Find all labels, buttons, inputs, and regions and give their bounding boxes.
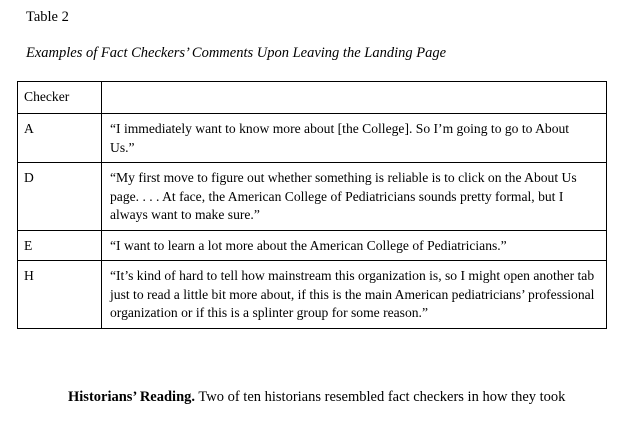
checker-cell: D: [18, 163, 102, 231]
table-row: [18, 163, 607, 231]
column-header-checker: Checker: [18, 82, 102, 114]
fact-checker-comments-table: [17, 81, 607, 329]
checker-cell: H: [18, 261, 102, 329]
table-label: Table 2: [26, 9, 69, 25]
comment-cell: “It’s kind of hard to tell how mainstream this organization is, so I might open another tab just to read a little bit more about, if this is the main American pediatricians’ professional organization or if this is a splinter group for some reason.”: [102, 261, 607, 329]
table-caption: Examples of Fact Checkers’ Comments Upon Leaving the Landing Page: [26, 45, 447, 61]
comment-cell: “I want to learn a lot more about the American College of Pediatricians.”: [102, 230, 607, 261]
body-paragraph: [68, 388, 565, 406]
paragraph-text: Two of ten historians resembled fact checkers in how they took: [195, 388, 566, 405]
table-row: [18, 230, 607, 261]
checker-cell: A: [18, 114, 102, 163]
paragraph-heading: Historians’ Reading.: [68, 388, 196, 405]
table-header-row: [18, 82, 607, 114]
comment-cell: “My first move to figure out whether something is reliable is to click on the About Us page. . . . At face, the American College of Pediatricians sounds pretty formal, but I always want to make sure.”: [102, 163, 607, 231]
column-header-comment: [102, 82, 607, 114]
comment-cell: “I immediately want to know more about [the College]. So I’m going to go to About Us.”: [102, 114, 607, 163]
table-row: [18, 114, 607, 163]
table-row: [18, 261, 607, 329]
checker-cell: E: [18, 230, 102, 261]
